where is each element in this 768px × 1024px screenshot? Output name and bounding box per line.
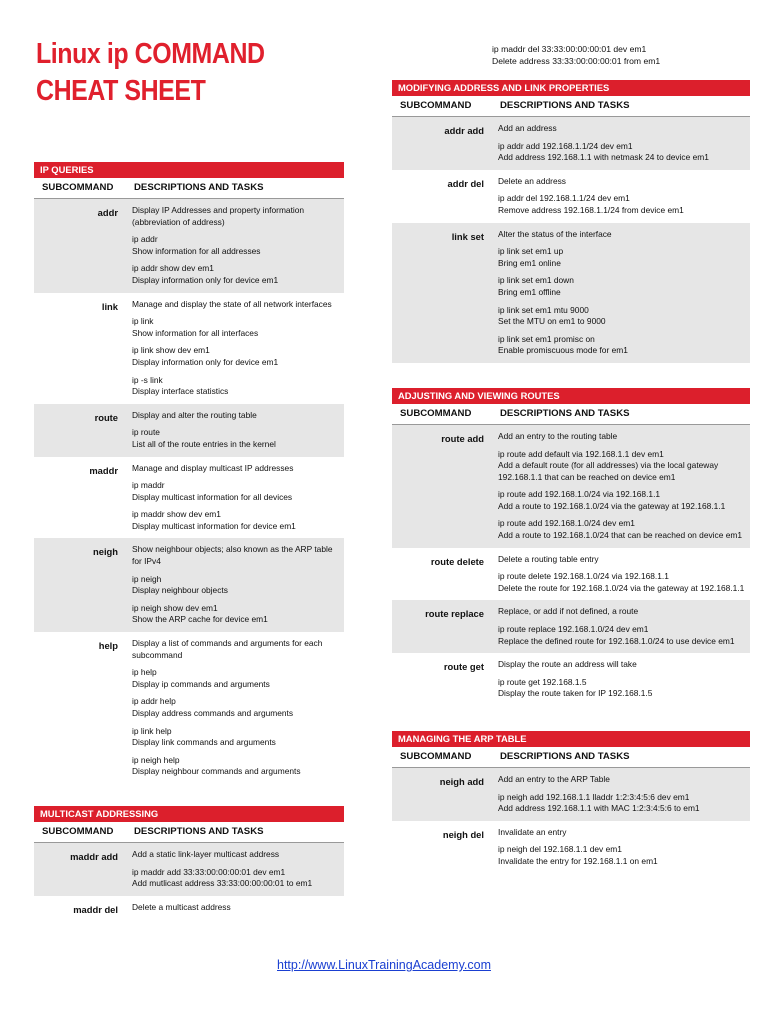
example-note: Bring em1 offline xyxy=(498,286,561,297)
example-note: Display neighbour objects xyxy=(132,585,228,596)
example-code: ip route xyxy=(132,427,160,438)
column-header-descriptions: DESCRIPTIONS AND TASKS xyxy=(500,407,630,419)
example xyxy=(498,193,746,216)
command-row xyxy=(392,170,750,223)
column-header-subcommand: SUBCOMMAND xyxy=(42,182,114,193)
command-description xyxy=(126,205,344,289)
section-header: IP QUERIES xyxy=(34,162,344,178)
description-text: Display a list of commands and arguments for each subcommand xyxy=(132,638,323,660)
section-arp-table xyxy=(392,731,750,874)
example-note: Add a route to 192.168.1.0/24 that can be reached on device em1 xyxy=(498,530,742,541)
command-description xyxy=(492,176,750,219)
example-note: Add mutlicast address 33:33:00:00:00:01 to em1 xyxy=(132,878,313,889)
command-row xyxy=(392,600,750,653)
section-routes xyxy=(392,388,750,706)
example xyxy=(132,667,340,690)
description-text: Add an entry to the routing table xyxy=(498,430,618,441)
column-headers xyxy=(392,747,750,768)
command-description xyxy=(492,229,750,359)
subcommand-name: help xyxy=(98,640,118,652)
column-header-subcommand: SUBCOMMAND xyxy=(400,407,472,419)
example xyxy=(132,234,340,257)
example-code: ip route delete 192.168.1.0/24 via 192.168.1.1 xyxy=(498,571,669,582)
example xyxy=(132,696,340,719)
example xyxy=(132,427,340,450)
example-note: Display multicast information for device em1 xyxy=(132,520,296,531)
example-code: ip route get 192.168.1.5 xyxy=(498,676,587,687)
command-row xyxy=(34,404,344,457)
example xyxy=(498,305,746,328)
example-code: ip addr xyxy=(132,234,158,245)
example-code: ip maddr show dev em1 xyxy=(132,509,221,520)
page-title xyxy=(36,36,265,110)
example-note: Add address 192.168.1.1 with netmask 24 to device em1 xyxy=(498,152,709,163)
subcommand-name: route get xyxy=(443,661,484,673)
subcommand-name: maddr add xyxy=(70,850,118,862)
example-code: ip neigh del 192.168.1.1 dev em1 xyxy=(498,844,622,855)
example xyxy=(498,571,746,594)
description-text: Add an entry to the ARP Table xyxy=(498,774,610,784)
command-description xyxy=(492,606,750,649)
column-header-subcommand: SUBCOMMAND xyxy=(400,100,472,111)
command-row xyxy=(34,538,344,632)
example-code: ip neigh show dev em1 xyxy=(132,602,218,613)
description-text: Add a static link-layer multicast address xyxy=(132,848,280,859)
column-header-descriptions: DESCRIPTIONS AND TASKS xyxy=(134,825,264,837)
command-row xyxy=(392,223,750,363)
example-note: Add address 192.168.1.1 with MAC 1:2:3:4:5:6 to em1 xyxy=(498,803,700,814)
example-code: ip link show dev em1 xyxy=(132,345,210,356)
description-text: Display the route an address will take xyxy=(498,659,637,670)
subcommand-name: route xyxy=(94,411,118,423)
example xyxy=(498,792,746,815)
command-description xyxy=(492,123,750,166)
example xyxy=(498,844,746,867)
section-header: MULTICAST ADDRESSING xyxy=(34,806,344,822)
command-row xyxy=(392,768,750,821)
example xyxy=(132,375,340,398)
description-text: Display IP Addresses and property information (abbreviation of address) xyxy=(132,205,305,227)
section-multicast-addressing xyxy=(34,806,344,923)
description-text: Delete an address xyxy=(498,175,566,186)
command-row xyxy=(34,896,344,924)
title-line-1: Linux ip COMMAND xyxy=(36,38,265,70)
example-code: ip link help xyxy=(132,725,172,736)
example-note: Display the route taken for IP 192.168.1.5 xyxy=(498,688,653,699)
title-line-2: CHEAT SHEET xyxy=(36,75,206,107)
description-text: Manage and display the state of all network interfaces xyxy=(132,298,332,309)
subcommand-name: maddr del xyxy=(73,903,118,915)
example-code: ip link set em1 promisc on xyxy=(498,333,595,344)
example-note: Display ip commands and arguments xyxy=(132,678,270,689)
example xyxy=(132,867,340,890)
subcommand-name: route delete xyxy=(430,555,484,567)
description-text: Manage and display multicast IP addresses xyxy=(132,462,294,473)
command-description xyxy=(126,902,344,920)
command-description xyxy=(126,544,344,628)
subcommand-name: addr add xyxy=(444,125,484,136)
example-note: Display link commands and arguments xyxy=(132,737,276,748)
column-headers xyxy=(34,822,344,843)
description-text: Display and alter the routing table xyxy=(132,409,257,420)
subcommand-name: link set xyxy=(451,230,484,242)
example-code: ip -s link xyxy=(132,374,163,385)
subcommand-name: neigh xyxy=(93,546,118,558)
description-text: Delete a routing table entry xyxy=(498,553,599,564)
description-text: Replace, or add if not defined, a route xyxy=(498,606,639,617)
command-description xyxy=(126,410,344,453)
example xyxy=(132,263,340,286)
example-code: ip link set em1 down xyxy=(498,275,574,286)
example-note: Delete address 33:33:00:00:00:01 from em1 xyxy=(492,56,661,66)
command-description xyxy=(126,299,344,400)
command-description xyxy=(492,774,750,817)
command-description xyxy=(126,463,344,535)
command-row xyxy=(34,199,344,293)
column-header-subcommand: SUBCOMMAND xyxy=(42,825,114,837)
example xyxy=(498,677,746,700)
column-header-descriptions: DESCRIPTIONS AND TASKS xyxy=(500,751,630,762)
command-description xyxy=(126,849,344,892)
example-code: ip addr show dev em1 xyxy=(132,263,214,274)
example-note: Bring em1 online xyxy=(498,257,561,268)
maddr-del-example-continued xyxy=(492,43,660,67)
example-code: ip route add 192.168.1.0/24 via 192.168.1.1 xyxy=(498,489,661,500)
example-note: Show the ARP cache for device em1 xyxy=(132,614,268,625)
subcommand-name: neigh del xyxy=(442,828,484,840)
section-header: MODIFYING ADDRESS AND LINK PROPERTIES xyxy=(392,80,750,96)
example xyxy=(498,449,746,484)
command-row xyxy=(392,653,750,706)
example-code: ip maddr add 33:33:00:00:00:01 dev em1 xyxy=(132,866,286,877)
column-header-descriptions: DESCRIPTIONS AND TASKS xyxy=(500,100,630,111)
example-code: ip maddr del 33:33:00:00:00:01 dev em1 xyxy=(492,44,647,54)
column-headers xyxy=(392,404,750,425)
example-note: Display information only for device em1 xyxy=(132,356,279,367)
example-code: ip help xyxy=(132,667,157,678)
section-ip-queries xyxy=(34,162,344,784)
description-text: Add an address xyxy=(498,123,557,133)
command-description xyxy=(492,827,750,870)
example xyxy=(498,489,746,512)
example-note: Show information for all addresses xyxy=(132,245,261,256)
footer-link[interactable]: http://www.LinuxTrainingAcademy.com xyxy=(277,958,491,972)
description-text: Show neighbour objects; also known as the ARP table for IPv4 xyxy=(132,544,333,567)
subcommand-name: neigh add xyxy=(439,776,484,787)
section-header: ADJUSTING AND VIEWING ROUTES xyxy=(392,388,750,404)
example-code: ip neigh xyxy=(132,573,162,584)
example xyxy=(132,316,340,339)
example xyxy=(498,518,746,541)
command-row xyxy=(392,821,750,874)
command-row xyxy=(392,425,750,548)
example-code: ip route add 192.168.1.0/24 dev em1 xyxy=(498,518,635,529)
column-header-descriptions: DESCRIPTIONS AND TASKS xyxy=(134,182,264,193)
command-description xyxy=(492,659,750,702)
left-column xyxy=(34,162,344,923)
command-description xyxy=(492,554,750,597)
subcommand-name: route replace xyxy=(425,608,484,620)
subcommand-name: route add xyxy=(441,432,484,444)
column-header-subcommand: SUBCOMMAND xyxy=(400,751,472,762)
example xyxy=(498,624,746,647)
example xyxy=(132,726,340,749)
command-description xyxy=(492,431,750,544)
example-code: ip addr del 192.168.1.1/24 dev em1 xyxy=(498,193,630,204)
example xyxy=(132,603,340,626)
column-headers xyxy=(34,178,344,199)
example-note: Show information for all interfaces xyxy=(132,327,259,338)
example-note: Display information only for device em1 xyxy=(132,274,279,285)
example-note: Display multicast information for all devices xyxy=(132,491,293,502)
example xyxy=(132,574,340,597)
example xyxy=(132,509,340,532)
example-note: Add a default route (for all addresses) via the local gateway 192.168.1.1 that can be reached on device em1 xyxy=(498,460,719,482)
subcommand-name: maddr xyxy=(89,464,118,476)
command-row xyxy=(34,293,344,404)
example-note: Delete the route for 192.168.1.0/24 via the gateway at 192.168.1.1 xyxy=(498,582,745,593)
command-row xyxy=(392,117,750,170)
example-code: ip addr add 192.168.1.1/24 dev em1 xyxy=(498,140,633,151)
example xyxy=(132,755,340,778)
command-row xyxy=(34,843,344,896)
example-note: Display interface statistics xyxy=(132,386,229,397)
description-text: Alter the status of the interface xyxy=(498,228,612,239)
example xyxy=(498,141,746,164)
example-code: ip addr help xyxy=(132,696,176,707)
example xyxy=(132,480,340,503)
example-note: Replace the defined route for 192.168.1.0/24 to use device em1 xyxy=(498,635,735,646)
example-note: Invalidate the entry for 192.168.1.1 on em1 xyxy=(498,855,658,866)
example-note: Set the MTU on em1 to 9000 xyxy=(498,316,606,327)
command-row xyxy=(392,548,750,601)
description-text: Delete a multicast address xyxy=(132,901,231,912)
subcommand-name: link xyxy=(101,300,118,312)
subcommand-name: addr xyxy=(97,207,118,218)
example-note: Add a route to 192.168.1.0/24 via the gateway at 192.168.1.1 xyxy=(498,500,726,511)
command-row xyxy=(34,457,344,539)
example-code: ip route replace 192.168.1.0/24 dev em1 xyxy=(498,624,649,635)
command-row xyxy=(34,632,344,784)
example-code: ip route add default via 192.168.1.1 dev em1 xyxy=(498,448,664,459)
example-note: Display address commands and arguments xyxy=(132,708,294,718)
example xyxy=(498,246,746,269)
example-code: ip link xyxy=(132,316,154,327)
example-code: ip link set em1 up xyxy=(498,246,564,257)
section-modifying-address-link xyxy=(392,80,750,363)
example-code: ip link set em1 mtu 9000 xyxy=(498,304,589,315)
column-headers xyxy=(392,96,750,117)
example xyxy=(132,345,340,368)
example-note: List all of the route entries in the kernel xyxy=(132,438,276,449)
description-text: Invalidate an entry xyxy=(498,826,567,837)
example-note: Display neighbour commands and arguments xyxy=(132,766,301,777)
example-note: Enable promiscuous mode for em1 xyxy=(498,345,628,356)
example-code: ip neigh help xyxy=(132,754,180,765)
example-code: ip maddr xyxy=(132,480,165,491)
example xyxy=(498,334,746,357)
example xyxy=(498,275,746,298)
command-description xyxy=(126,638,344,780)
example-note: Remove address 192.168.1.1/24 from device em1 xyxy=(498,204,684,215)
example-code: ip neigh add 192.168.1.1 lladdr 1:2:3:4:5:6 dev em1 xyxy=(498,791,690,802)
right-column xyxy=(392,80,750,874)
subcommand-name: addr del xyxy=(447,177,484,189)
section-header: MANAGING THE ARP TABLE xyxy=(392,731,750,747)
